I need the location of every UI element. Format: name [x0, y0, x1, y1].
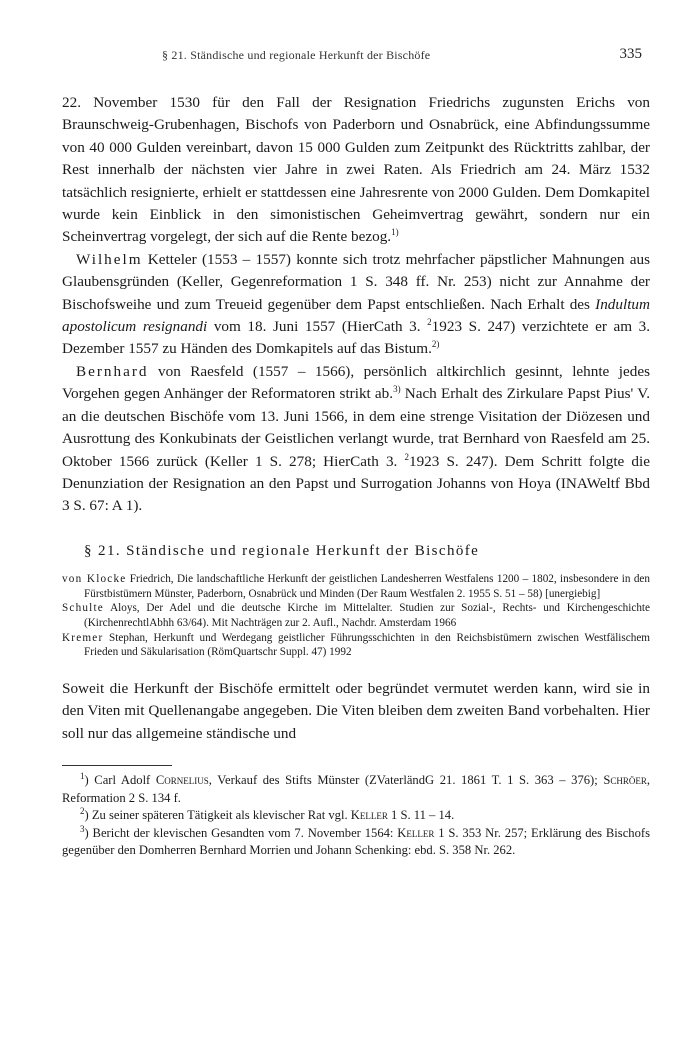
bibliography-entry: [62, 601, 650, 630]
footnote-mark: 3: [80, 823, 85, 834]
footnote-text: 1 S. 11 – 14.: [387, 808, 455, 823]
running-title: § 21. Ständische und regionale Herkunft der Bischöfe: [162, 48, 431, 62]
footnotes: [62, 772, 650, 860]
paragraph-1: [62, 92, 650, 249]
main-text: [62, 92, 650, 745]
paragraph-3-text-a: von Raesfeld (1557 – 1566), persönlich altkirchlich gesinnt, lehnte jedes Vorgehen gegen Anhänger der Reformatoren strikt ab.: [62, 362, 650, 403]
footnote-ref-1: 1): [391, 227, 399, 238]
footnote-author: Keller: [397, 825, 435, 840]
indult-title: Indultum apostolicum resignandi: [62, 295, 650, 336]
bib-author: Kremer: [62, 631, 104, 644]
footnote-mark: 1: [80, 770, 85, 781]
paragraph-3-text-b: Nach Erhalt des Zirkulare Papst Pius' V. an die deutschen Bischöfe vom 13. Juni 1566, in dem eine strenge Visitation der Diözesen und Ausrottung des Konkubinats der Geistlichen verlangt wurde, trat Bernhard von Raesfeld am 25. Oktober 1566 zurück (Keller 1 S. 278; HierCath 3.: [62, 385, 650, 470]
edition-superscript: 2: [404, 451, 409, 462]
footnote-ref-3: 3): [393, 384, 401, 395]
footnote-divider: [62, 765, 172, 766]
paragraph-2-text-b: vom 18. Juni 1557 (HierCath 3.: [207, 318, 428, 336]
bibliography-entry: [62, 572, 650, 601]
bibliography: [62, 572, 650, 660]
paragraph-3-text-c: 1923 S. 247). Dem Schritt folgte die Denunziation der Resignation an den Papst und Surrogation Johanns von Hoya (INAWeltf Bbd 3 S. 67: A 1).: [62, 452, 650, 515]
bib-text: Friedrich, Die landschaftliche Herkunft der geistlichen Landesherren Westfalens 1200 – 1802, insbesondere in den Fürstbistümern Münster, Paderborn, Osnabrück und Minden (Der Raum Westfalen 2. 1955 S. 51 – 58) [unergiebig]: [84, 573, 650, 600]
paragraph-4: Soweit die Herkunft der Bischöfe ermittelt oder begründet vermutet werden kann, wird sie in den Viten mit Quellenangabe angegeben. Die Viten bleiben dem zweiten Band vorbehalten. Hier soll nur das allgemeine ständische und: [62, 679, 650, 742]
paragraph-3: [62, 361, 650, 518]
footnote-author: Schröer: [603, 772, 647, 787]
footnote-1: [62, 772, 650, 807]
footnote-text: 1 S. 353 Nr. 257; Erklärung des Bischofs gegenüber den Domherren Bernhard Morrien und Johann Schenking: ebd. S. 358 Nr. 262.: [62, 825, 650, 858]
bib-text: Aloys, Der Adel und die deutsche Kirche im Mittelalter. Studien zur Sozial-, Rechts- und Kirchengeschichte (KirchenrechtlAbhh 63/64). Mit Nachträgen zur 2. Aufl., Nachdr. Amsterdam 1966: [84, 602, 650, 629]
footnote-author: Keller: [350, 808, 388, 823]
running-head: [62, 46, 650, 74]
bib-author: von Klocke: [62, 573, 127, 586]
footnote-ref-2: 2): [431, 339, 440, 350]
footnote-text: , Verkauf des Stifts Münster (ZVaterländG 21. 1861 T. 1 S. 363 – 376);: [208, 772, 604, 787]
paragraph-1-text: 22. November 1530 für den Fall der Resignation Friedrichs zugunsten Erichs von Braunschweig-Grubenhagen, Bischofs von Paderborn und Osnabrück, eine Abfindungssumme von 40 000 Gulden vereinbart, davon 15 000 Gulden zum Zeitpunkt des Rücktritts zahlbar, der Rest innerhalb der nächsten vier Jahre in zwei Raten. Als Friedrich am 24. März 1532 tatsächlich resignierte, erhielt er stattdessen eine Jahresrente von 2000 Gulden. Dem Domkapitel wurde kein Einblick in den simonistischen Geheimvertrag gewährt, sondern nur ein Scheinvertrag vorgelegt, der sich auf die Rente bezog.: [62, 94, 650, 246]
person-name-bernhard: Bernhard: [76, 362, 149, 380]
paragraph-2: [62, 249, 650, 361]
person-name-wilhelm: Wilhelm: [76, 250, 143, 268]
footnote-2: [62, 807, 650, 825]
bib-text: Stephan, Herkunft und Werdegang geistlicher Führungsschichten in den Reichsbistümern zwischen Westfälischem Frieden und Säkularisation (RömQuartschr Suppl. 47) 1992: [84, 631, 650, 659]
paragraph-2-text-c: 1923 S. 247) verzichtete er am 3. Dezember 1557 zu Händen des Domkapitels auf das Bistum.: [62, 318, 651, 358]
footnote-3: [62, 825, 650, 860]
page-number: 335: [619, 46, 642, 62]
footnote-author: Cornelius: [155, 772, 209, 787]
section-heading: § 21. Ständische und regionale Herkunft der Bischöfe: [84, 542, 480, 559]
footnote-text: ) Bericht der klevischen Gesandten vom 7. November 1564:: [84, 825, 398, 840]
footnote-text: , Reformation 2 S. 134 f.: [62, 772, 650, 805]
footnote-text: ) Carl Adolf: [84, 772, 156, 787]
paragraph-2-text-a: Ketteler (1553 – 1557) konnte sich trotz mehrfacher päpstlicher Mahnungen aus Glaubensgründen (Keller, Gegenreformation 1 S. 348 ff. Nr. 253) nicht zur Annahme der Bischofsweihe und zum Treueid gegenüber dem Papst entschließen. Nach Erhalt des: [62, 250, 650, 313]
edition-superscript: 2: [427, 317, 432, 327]
bib-author: Schulte: [62, 602, 104, 615]
footnote-mark: 2: [80, 805, 85, 816]
bibliography-entry: [62, 631, 650, 660]
footnote-text: ) Zu seiner späteren Tätigkeit als klevischer Rat vgl.: [84, 808, 351, 823]
document-page: [62, 46, 650, 860]
